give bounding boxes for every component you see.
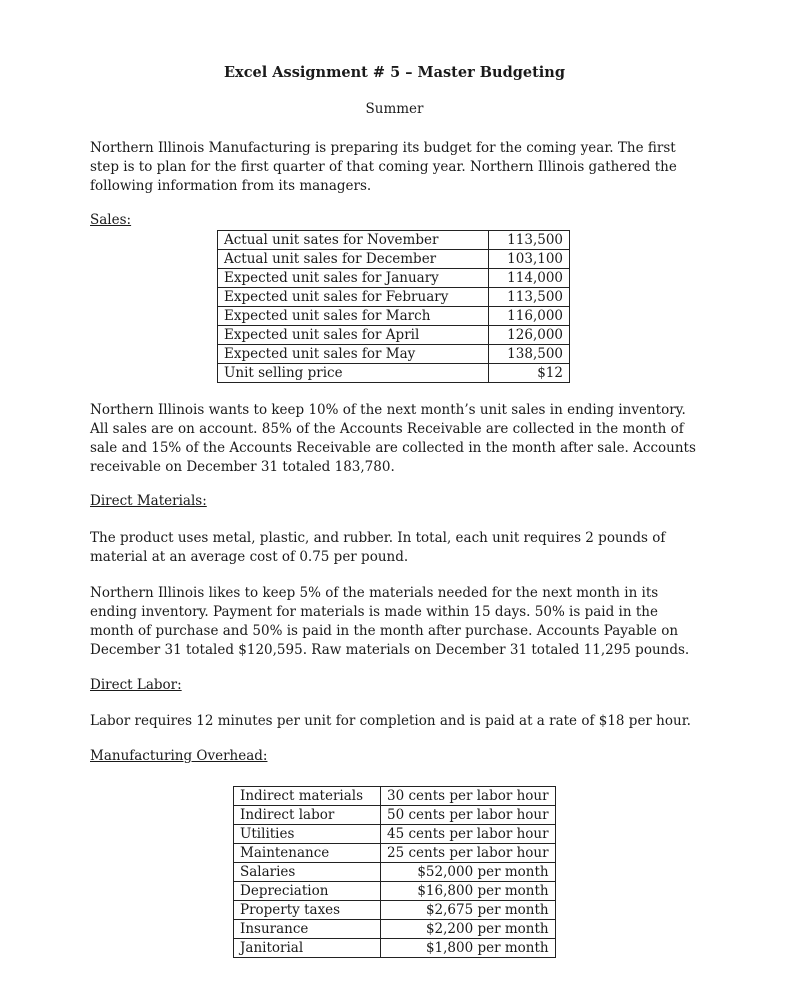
table-row [218,364,570,383]
sales-label: Expected unit sales for May [218,345,489,364]
document-title: Excel Assignment # 5 – Master Budgeting [224,64,565,81]
table-row [218,345,570,364]
table-row [218,250,570,269]
sales-value: 126,000 [489,326,570,345]
overhead-value: 30 cents per labor hour [381,787,556,806]
sales-value: 113,500 [489,231,570,250]
overhead-label: Insurance [234,920,381,939]
overhead-label: Indirect labor [234,806,381,825]
overhead-label: Maintenance [234,844,381,863]
overhead-label: Depreciation [234,882,381,901]
table-row [234,787,556,806]
overhead-value: 25 cents per labor hour [381,844,556,863]
direct-materials-paragraph-1: The product uses metal, plastic, and rubber. In total, each unit requires 2 pounds of material at an average cost of 0.75 per pound. [90,530,666,565]
table-row [218,231,570,250]
table-row [218,288,570,307]
overhead-value: $2,200 per month [381,920,556,939]
table-row [234,806,556,825]
overhead-label: Indirect materials [234,787,381,806]
overhead-label: Janitorial [234,939,381,958]
sales-value: 116,000 [489,307,570,326]
direct-labor-heading: Direct Labor: [90,677,182,693]
overhead-value: 50 cents per labor hour [381,806,556,825]
table-row [234,844,556,863]
table-row [218,326,570,345]
overhead-label: Salaries [234,863,381,882]
document-subtitle: Summer [365,101,424,117]
overhead-value: $2,675 per month [381,901,556,920]
overhead-label: Utilities [234,825,381,844]
table-row [234,882,556,901]
sales-value: 113,500 [489,288,570,307]
overhead-label: Property taxes [234,901,381,920]
sales-value: 114,000 [489,269,570,288]
overhead-value: 45 cents per labor hour [381,825,556,844]
overhead-heading: Manufacturing Overhead: [90,748,268,764]
table-row [234,825,556,844]
sales-table [217,230,570,383]
table-row [218,307,570,326]
sales-value: 103,100 [489,250,570,269]
table-row [234,920,556,939]
sales-label: Expected unit sales for March [218,307,489,326]
sales-label: Expected unit sales for April [218,326,489,345]
sales-label: Expected unit sales for January [218,269,489,288]
sales-label: Unit selling price [218,364,489,383]
table-row [234,901,556,920]
overhead-table [233,786,556,958]
sales-value: 138,500 [489,345,570,364]
sales-label: Actual unit sales for December [218,250,489,269]
sales-label: Expected unit sales for February [218,288,489,307]
sales-value: $12 [489,364,570,383]
overhead-value: $52,000 per month [381,863,556,882]
direct-labor-paragraph: Labor requires 12 minutes per unit for completion and is paid at a rate of $18 per hour. [90,713,691,729]
direct-materials-heading: Direct Materials: [90,493,207,509]
overhead-value: $16,800 per month [381,882,556,901]
direct-materials-paragraph-2: Northern Illinois likes to keep 5% of the materials needed for the next month in its ending inventory. Payment for materials is made within 15 days. 50% is paid in the month of purchase and 50% is paid in the month after purchase. Accounts Payable on December 31 totaled $120,595. Raw materials on December 31 totaled 11,295 pounds. [90,585,690,658]
table-row [234,939,556,958]
sales-note-paragraph: Northern Illinois wants to keep 10% of the next month’s unit sales in ending inventory. All sales are on account. 85% of the Accounts Receivable are collected in the month of sale and 15% of the Accounts Receivable are collected in the month after sale. Accounts receivable on December 31 totaled 183,780. [90,402,696,475]
overhead-value: $1,800 per month [381,939,556,958]
sales-heading: Sales: [90,212,132,228]
sales-label: Actual unit sates for November [218,231,489,250]
intro-paragraph: Northern Illinois Manufacturing is preparing its budget for the coming year. The first step is to plan for the first quarter of that coming year. Northern Illinois gathered the following information from its managers. [90,140,677,194]
table-row [234,863,556,882]
table-row [218,269,570,288]
